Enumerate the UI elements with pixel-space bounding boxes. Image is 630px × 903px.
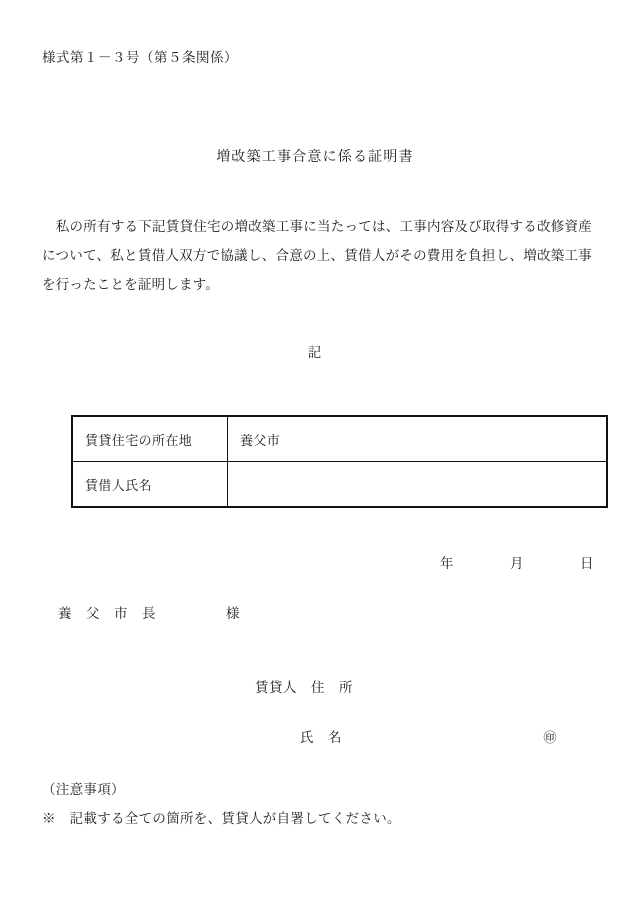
seal-stamp-icon: ㊞ <box>543 730 557 745</box>
table-row-value[interactable]: 養父市 <box>228 416 608 462</box>
body-paragraph: 私の所有する下記賃貸住宅の増改築工事に当たっては、工事内容及び取得する改修資産について、私と賃借人双方で協議し、合意の上、賃借人がその費用を負担し、増改築工事を行ったことを証明します。 <box>42 219 592 292</box>
form-number: 様式第１－３号（第５条関係） <box>42 50 238 65</box>
table-row <box>72 462 607 508</box>
table-row-label: 賃貸住宅の所在地 <box>72 416 228 462</box>
body-paragraph-block <box>42 212 592 299</box>
table-row-value[interactable] <box>228 462 608 508</box>
notes-heading: （注意事項） <box>42 782 125 797</box>
property-info-table <box>71 415 608 508</box>
signature-name-row <box>255 726 557 746</box>
table-row <box>72 416 607 462</box>
date-line: 年 月 日 <box>440 556 594 571</box>
table-row-label: 賃借人氏名 <box>72 462 228 508</box>
addressee-line: 養 父 市 長 様 <box>58 606 240 621</box>
ki-marker: 記 <box>307 345 323 360</box>
signature-name-label: 氏 名 <box>300 730 342 745</box>
signature-address-label: 賃貸人 住 所 <box>255 680 353 695</box>
notes-section <box>42 778 401 827</box>
notes-item: ※ 記載する全ての箇所を、賃貸人が自署してください。 <box>42 811 401 826</box>
document-title: 増改築工事合意に係る証明書 <box>216 150 414 165</box>
